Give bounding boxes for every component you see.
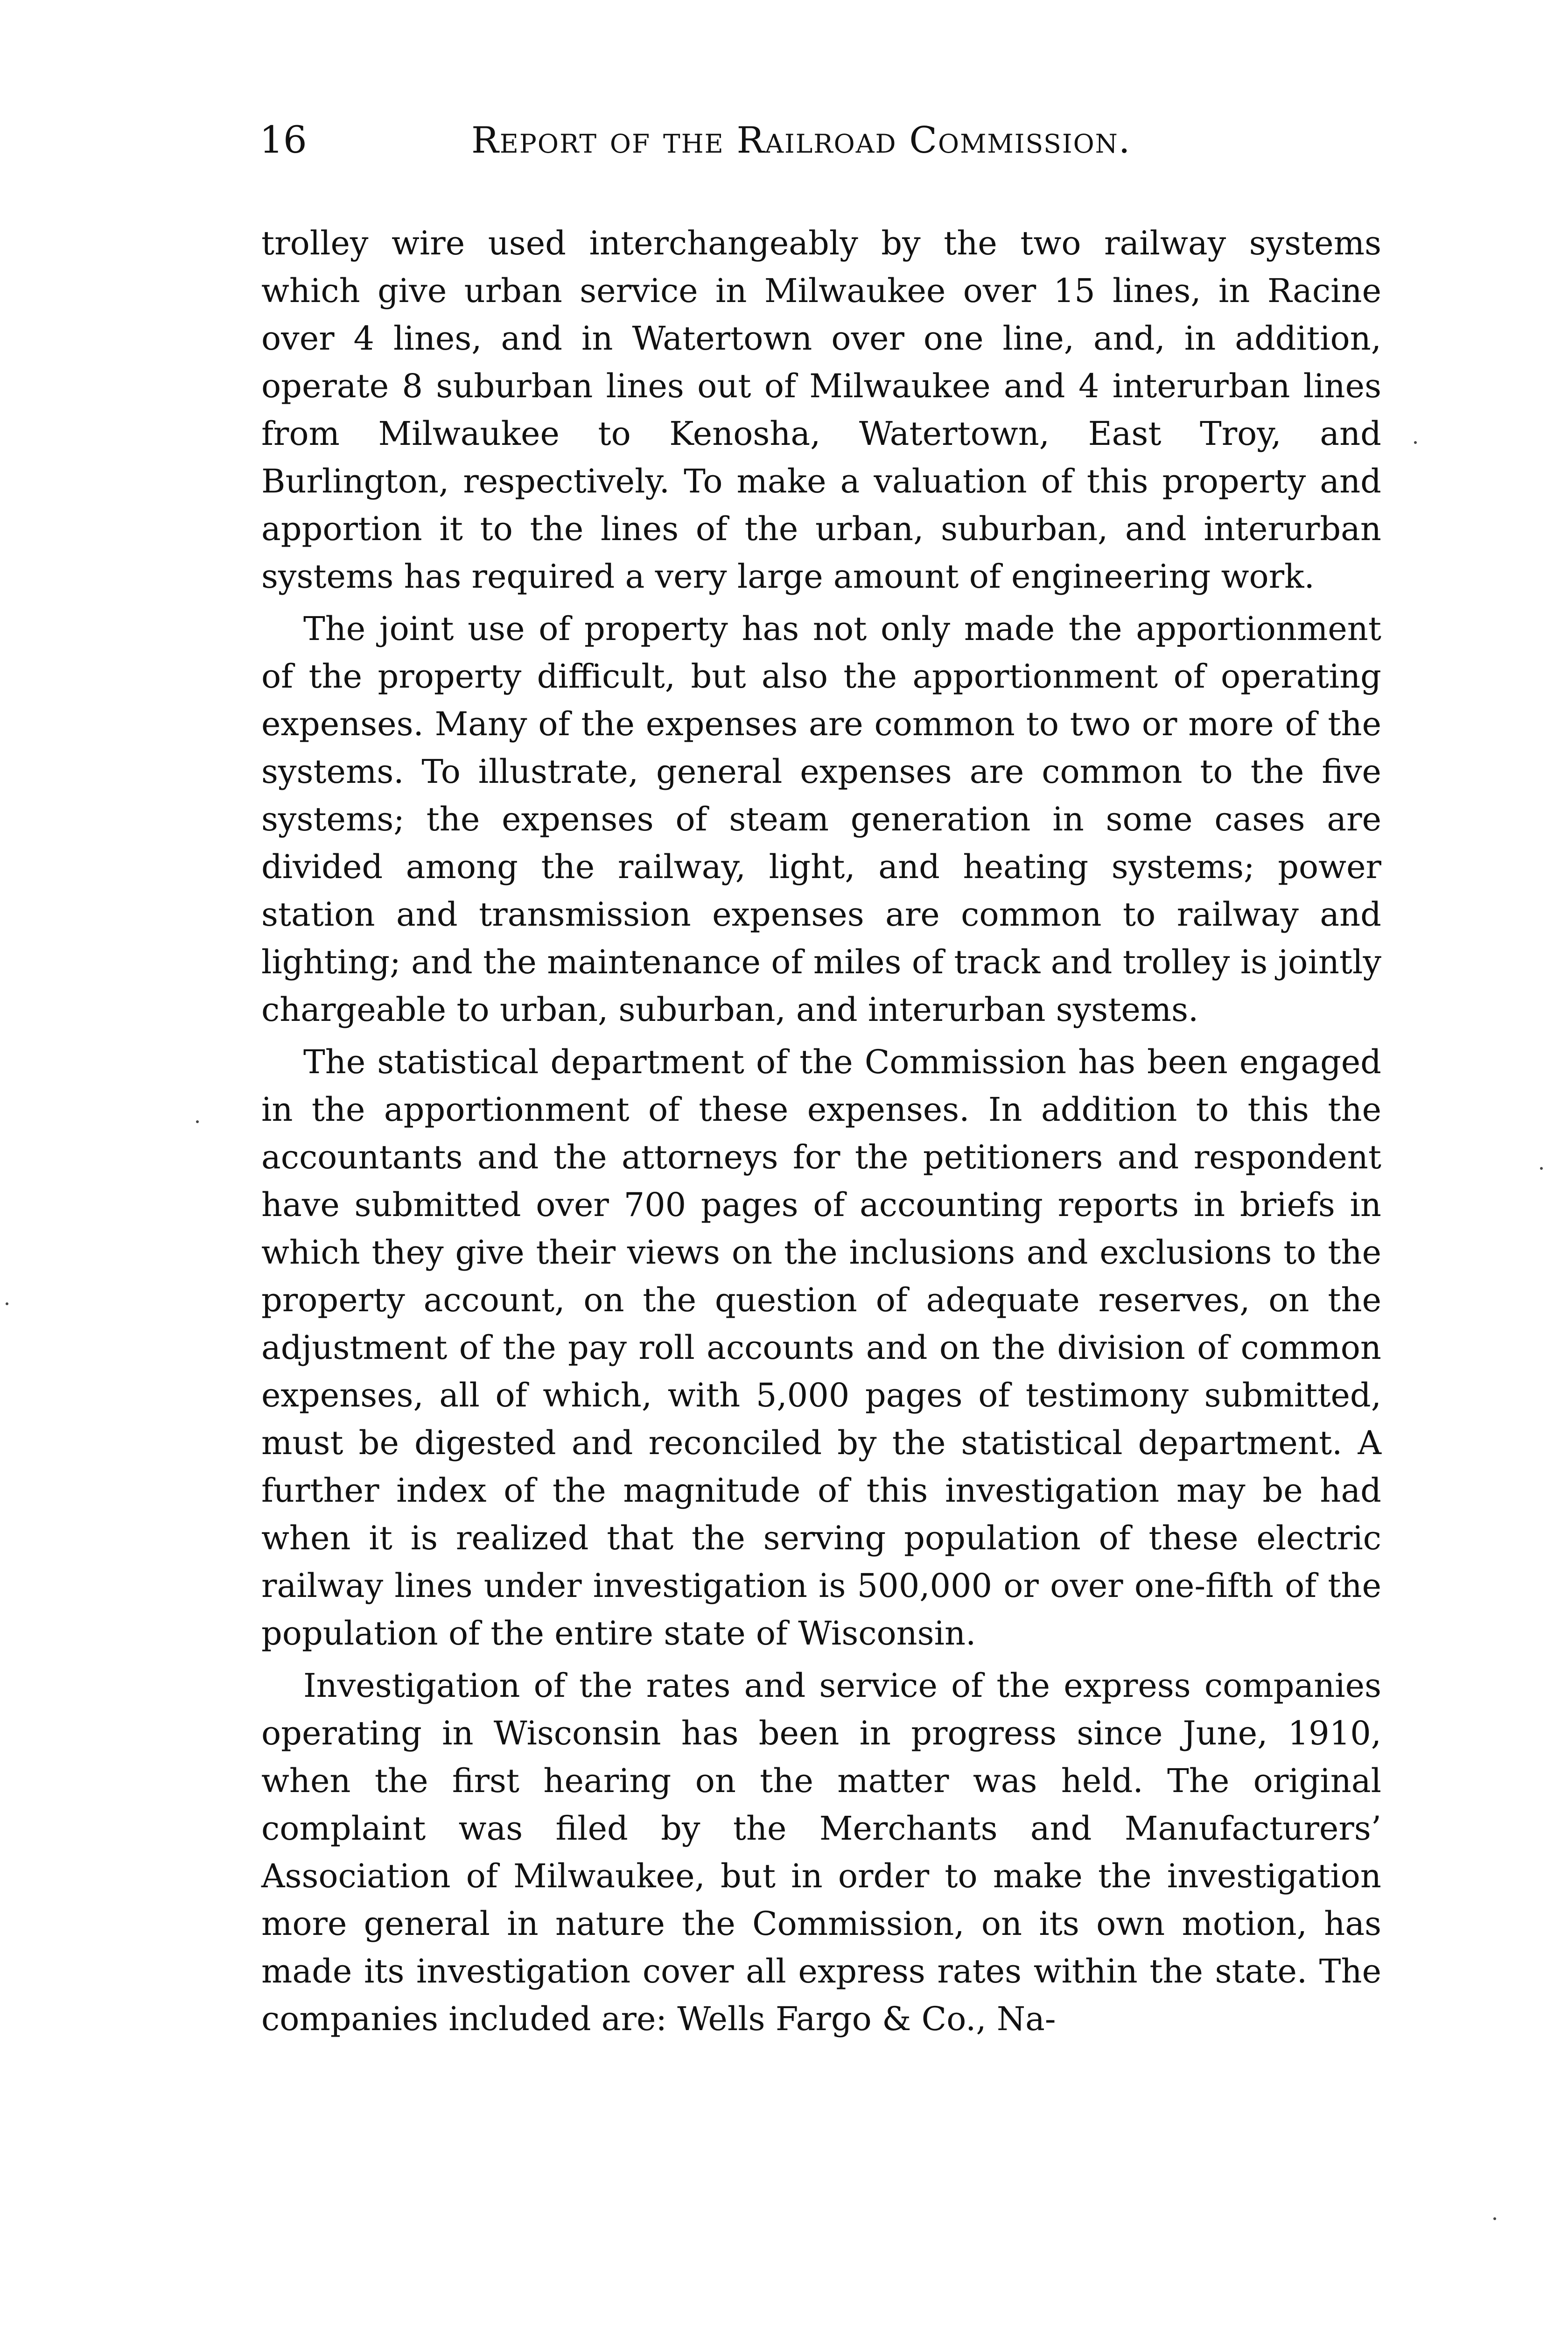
paragraph-3: The statistical department of the Commission has been engaged in the apportionment of these expenses. In addition to this the accountants and the attorneys for the petitioners and respondent have submitted over 700 pages of accounting reports in briefs in which they give their views on the inclusions and exclusions to the property account, on the question of adequate reserves, on the adjustment of the pay roll accounts and on the division of common expenses, all of which, with 5,000 pages of testimony submitted, must be digested and reconciled by the statistical department. A further index of the magnitude of this investigation may be had when it is realized that the serving population of these electric railway lines under investigation is 500,000 or over one-fifth of the population of the entire state of Wisconsin. xyxy=(261,1043,1381,1652)
page-number: 16 xyxy=(259,118,307,162)
scan-speck xyxy=(1414,441,1417,444)
paragraph-1: trolley wire used interchangeably by the two railway systems which give urban service in Milwaukee over 15 lines, in Racine over 4 lines, and in Watertown over one line, and, in addition, operate 8 suburban lines out of Milwaukee and 4 interurban lines from Milwaukee to Kenosha, Watertown, East Troy, and Burlington, respectively. To make a valuation of this property and apportion it to the lines of the urban, suburban, and interurban systems has required a very large amount of engineering work. xyxy=(261,224,1381,596)
scan-speck xyxy=(6,1302,8,1305)
body-text xyxy=(261,219,1381,2043)
paragraph-2: The joint use of property has not only made the apportionment of the property difficult, but also the apportionment of operating expenses. Many of the expenses are common to two or more of the systems. To illustrate, general expenses are common to the five systems; the expenses of steam generation in some cases are divided among the railway, light, and heating systems; power station and transmission expenses are common to railway and lighting; and the maintenance of miles of track and trolley is jointly chargeable to urban, suburban, and interurban systems. xyxy=(261,610,1381,1029)
paragraph-4: Investigation of the rates and service of the express companies operating in Wisconsin has been in progress since June, 1910, when the first hearing on the matter was held. The original complaint was filed by the Merchants and Manufacturers’ Association of Milwaukee, but in order to make the investigation more general in nature the Commission, on its own motion, has made its investigation cover all express rates within the state. The companies included are: Wells Fargo & Co., Na- xyxy=(261,1666,1381,2038)
scan-speck xyxy=(196,1120,199,1123)
scan-speck xyxy=(1540,1167,1543,1170)
scan-speck xyxy=(1493,2217,1496,2220)
running-head: Report of the Railroad Commission. xyxy=(471,120,1131,162)
